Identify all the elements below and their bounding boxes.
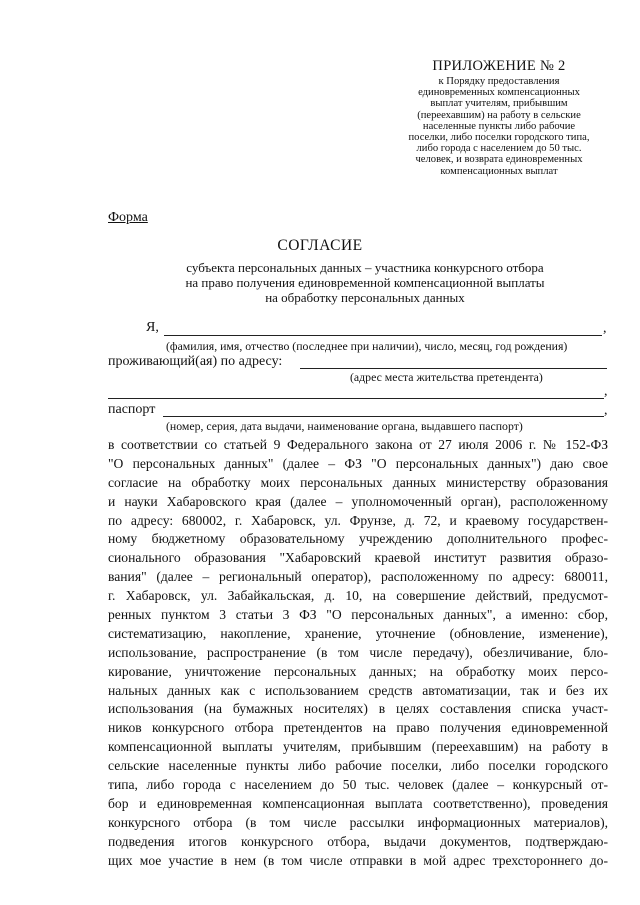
body-line: и науки Хабаровского края (далее – уполномоченный орган), расположенному [108,493,608,509]
passport-field-label: паспорт [108,402,156,417]
body-line: бор и единовременная компенсационная выплата соответственно), проведения [108,795,608,811]
subtitle-line: субъекта персональных данных – участника конкурсного отбора [186,260,544,275]
appendix-title: ПРИЛОЖЕНИЕ № 2 [432,58,566,74]
body-line: согласие на обработку моих персональных данных министерству образования [108,474,608,490]
body-line: сионального образования "Хабаровский краевой институт развития образо- [108,550,608,566]
body-line: типа, либо города с населением до 50 тыс. человек (далее – конкурсный от- [108,777,608,793]
address-field-hint: (адрес места жительства претендента) [350,370,543,384]
address-field-label: проживающий(ая) по адресу: [108,354,283,369]
address-field-line-2[interactable] [108,398,604,399]
body-line: ников конкурсного отбора претендентов на право получения единовременной [108,720,608,736]
appendix-line: выплат учителям, прибывшим [430,98,568,110]
address-field-comma: , [604,384,608,399]
body-line: вания" (далее – региональный оператор), расположенному по адресу: 680011, [108,569,608,585]
appendix-line: поселки, либо поселки городского типа, [408,132,590,144]
body-line: нальных данных как с использованием средств автоматизации, так и без их [108,682,608,698]
subtitle-line: на обработку персональных данных [265,290,465,306]
appendix-line: человек, и возврата единовременных [415,154,583,166]
name-field-comma: , [603,321,607,336]
passport-field-comma: , [604,403,608,418]
name-field-line[interactable] [164,335,602,336]
name-field-hint: (фамилия, имя, отчество (последнее при наличии), число, месяц, год рождения) [166,339,568,353]
subtitle-line: на право получения единовременной компенсационной выплаты [185,275,545,291]
body-line: использование, распространение (в том числе передачу), обезличивание, бло- [108,644,608,660]
body-line: по адресу: 680002, г. Хабаровск, ул. Фрунзе, д. 72, и краевому государствен- [108,512,608,528]
body-line: компенсационной выплаты учителям, прибывшим (переехавшим) на работу в [108,739,608,755]
passport-field-line[interactable] [163,416,604,417]
appendix-line: населенные пункты либо рабочие [422,120,576,132]
document-title: СОГЛАСИЕ [277,237,363,254]
body-line: систематизацию, накопление, хранение, уточнение (обновление, изменение), [108,625,608,641]
body-line: конкурсного отбора (в том числе рассылки информационных материалов), [108,814,608,830]
body-line: щих мое участие в нем (в том числе отправки в мой адрес трехстороннего до- [108,852,608,868]
name-field-label: Я, [146,320,159,335]
body-line: в соответствии со статьей 9 Федерального закона от 27 июля 2006 г. № 152-ФЗ [108,437,608,452]
body-line: подведения итогов конкурсного отбора, выдачи документов, подтверждаю- [108,833,608,849]
body-line: сельские населенные пункты либо рабочие поселки, либо поселки городского [108,758,608,774]
body-line: г. Хабаровск, ул. Забайкальская, д. 10, на совершение действий, предусмот- [108,588,608,604]
body-line: ному бюджетному образовательному учреждению дополнительного профес- [108,531,608,547]
consent-body-text [108,436,608,870]
form-label: Форма [108,210,148,225]
address-field-line[interactable] [300,368,607,369]
appendix-line: единовременных компенсационных [418,87,580,99]
appendix-line: к Порядку предоставления [438,76,560,87]
body-line: "О персональных данных" (далее – ФЗ "О персональных данных") даю свое [108,455,608,471]
appendix-line: компенсационных выплат [440,165,558,177]
passport-field-hint: (номер, серия, дата выдачи, наименование органа, выдавшего паспорт) [166,419,523,433]
body-line: кирование, уничтожение персональных данных; на обработку моих персо- [108,663,608,679]
body-line: ренных пунктом 3 статьи 3 ФЗ "О персональных данных", а именно: сбор, [108,607,608,623]
appendix-line: (переехавшим) на работу в сельские [417,109,581,121]
appendix-description [372,76,626,177]
document-subtitle [0,260,640,306]
appendix-line: либо города с населением до 50 тыс. [416,143,582,155]
body-line: использования (на бумажных носителях) в целях составления списка участ- [108,701,608,717]
